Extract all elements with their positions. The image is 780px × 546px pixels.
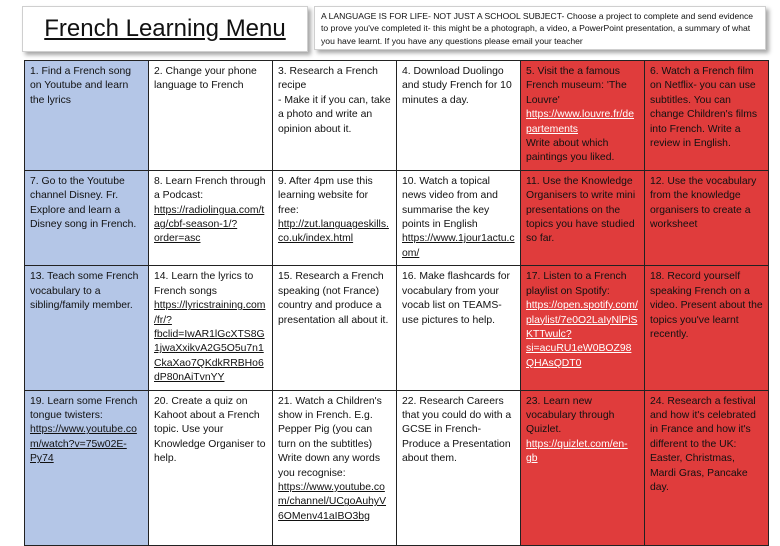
task-text: 15. Research a French speaking (not France) country and produce a presentation all about it. <box>278 271 389 326</box>
menu-cell <box>149 170 273 265</box>
menu-cell <box>521 170 645 265</box>
task-text: 10. Watch a topical news video from and summarise the key points in English <box>402 175 498 231</box>
page-title: French Learning Menu <box>44 15 286 42</box>
menu-cell <box>645 170 769 265</box>
title-box <box>22 6 308 52</box>
task-text: 1. Find a French song on Youtube and learn the lyrics <box>30 66 132 106</box>
task-link[interactable]: https://www.youtube.com/channel/UCgoAuhyV6OMenv41aIBO3bg <box>278 481 387 522</box>
task-link[interactable]: https://open.spotify.com/playlist/7e0O2LaIyNlPiSKTTwulc?si=acuRU1eW0BOZ98QHAsQDT0 <box>526 300 638 369</box>
menu-cell <box>25 266 149 390</box>
task-text: 2. Change your phone language to French <box>154 66 257 92</box>
menu-cell <box>397 390 521 545</box>
task-text: 22. Research Careers that you could do with a GCSE in French- Produce a Presentation about them. <box>402 395 512 465</box>
menu-row <box>25 170 769 265</box>
menu-cell <box>273 170 397 265</box>
menu-cell <box>25 390 149 545</box>
task-text: 19. Learn some French tongue twisters: <box>30 395 138 421</box>
task-text: 23. Learn new vocabulary through Quizlet. <box>526 395 615 436</box>
intro-box <box>314 6 766 50</box>
menu-cell <box>397 266 521 390</box>
task-text: 18. Record yourself speaking French on a video. Present about the topics you've learnt recently. <box>650 271 763 340</box>
task-text: 7. Go to the Youtube channel Disney. Fr. Explore and learn a Disney song in French. <box>30 175 137 231</box>
menu-cell <box>397 61 521 171</box>
task-text: 6. Watch a French film on Netflix- you can use subtitles. You can change Children's films into French. Write a review in English. <box>650 66 758 150</box>
menu-cell <box>25 61 149 171</box>
task-link[interactable]: https://lyricstraining.com/fr/?fbclid=IwAR1lGcXTS8G1jwaXxikvA2G5O5u7n1CkaXao7QKdkRRBHo6dP80nAiTvnYY <box>154 300 266 384</box>
menu-row <box>25 61 769 171</box>
menu-cell <box>645 266 769 390</box>
task-link[interactable]: https://www.youtube.com/watch?v=75w02E-Py74 <box>30 424 137 465</box>
task-text: 24. Research a festival and how it's celebrated in France and how it's different to the UK: Easter, Christmas, Mardi Gras, Pancake day. <box>650 395 756 493</box>
menu-cell <box>397 170 521 265</box>
menu-cell <box>645 390 769 545</box>
task-text: 17. Listen to a French playlist on Spotify: <box>526 271 627 297</box>
menu-cell <box>149 61 273 171</box>
menu-cell <box>521 390 645 545</box>
task-link[interactable]: https://www.1jour1actu.com/ <box>402 233 515 259</box>
task-link[interactable]: https://quizlet.com/en-gb <box>526 438 628 465</box>
intro-text: A LANGUAGE IS FOR LIFE- NOT JUST A SCHOOL SUBJECT- Choose a project to complete and send evidence to prove you've completed it- this might be a photograph, a video, a PowerPoint presentation, a summary of what you have learnt. If you have any questions please email your teacher <box>321 11 754 46</box>
menu-cell <box>149 390 273 545</box>
task-text: 13. Teach some French vocabulary to a sibling/family member. <box>30 271 139 312</box>
task-text: 11. Use the Knowledge Organisers to write mini presentations on the topics you have studied so far. <box>526 175 636 245</box>
task-link[interactable]: https://radiolingua.com/tag/cbf-season-1/?order=asc <box>154 204 265 245</box>
task-link[interactable]: https://www.louvre.fr/departements <box>526 109 634 135</box>
task-text: 9. After 4pm use this learning website for free: <box>278 175 373 216</box>
menu-cell <box>521 61 645 171</box>
task-text: 3. Research a French recipe - Make it if you can, take a photo and write an opinion about it. <box>278 66 391 135</box>
menu-cell <box>645 61 769 171</box>
task-followup-text: Write about which paintings you liked. <box>526 138 615 164</box>
menu-cell <box>521 266 645 390</box>
menu-cell <box>273 266 397 390</box>
task-text: 14. Learn the lyrics to French songs <box>154 271 254 297</box>
task-link[interactable]: http://zut.languageskills.co.uk/index.html <box>278 219 389 245</box>
task-text: 12. Use the vocabulary from the knowledge organisers to create a worksheet <box>650 175 757 231</box>
learning-menu-grid <box>24 60 769 546</box>
menu-row <box>25 266 769 390</box>
task-text: 20. Create a quiz on Kahoot about a French topic. Use your Knowledge Organiser to help. <box>154 395 266 465</box>
task-text: 5. Visit the a famous French museum: 'The Louvre' <box>526 66 627 106</box>
menu-cell <box>149 266 273 390</box>
task-text: 16. Make flashcards for vocabulary from your vocab list on TEAMS- use pictures to help. <box>402 271 510 326</box>
menu-cell <box>273 390 397 545</box>
task-text: 21. Watch a Children's show in French. E.g. Pepper Pig (you can turn on the subtitles) Write down any words you recognise: <box>278 395 382 479</box>
menu-cell <box>25 170 149 265</box>
task-text: 8. Learn French through a Podcast: <box>154 175 266 202</box>
menu-cell <box>273 61 397 171</box>
menu-row <box>25 390 769 545</box>
task-text: 4. Download Duolingo and study French for 10 minutes a day. <box>402 66 512 106</box>
